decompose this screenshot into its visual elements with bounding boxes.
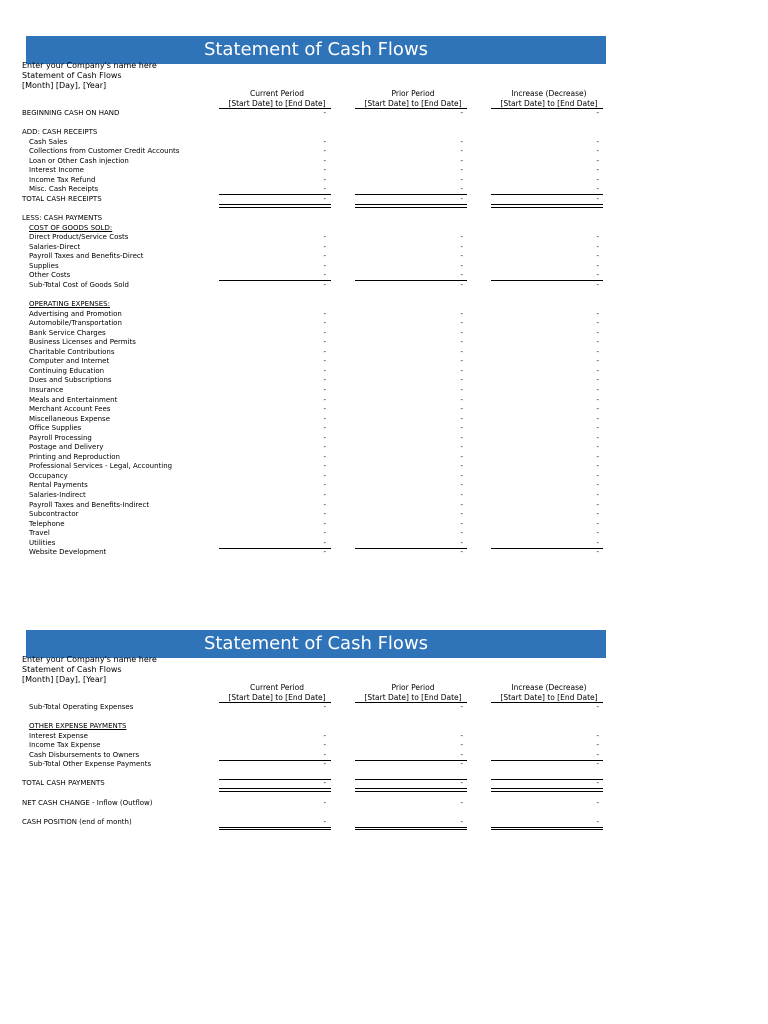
- cell-value: -: [596, 185, 599, 194]
- cell-value: -: [596, 405, 599, 414]
- cell-value: -: [596, 779, 599, 788]
- spacer-row: [0, 290, 768, 300]
- cell-value: -: [460, 338, 463, 347]
- cell-value: -: [460, 109, 463, 117]
- cell-value: -: [323, 548, 326, 557]
- cell-value: -: [460, 491, 463, 499]
- row-label: Office Supplies: [29, 424, 82, 433]
- cell-value: -: [596, 357, 599, 366]
- row-label: Salaries-Indirect: [29, 491, 86, 499]
- table-row: [0, 281, 768, 291]
- spacer-row: [0, 713, 768, 723]
- cell-value: -: [460, 750, 463, 759]
- row-label: Income Tax Expense: [29, 741, 101, 750]
- cell-value: -: [596, 395, 599, 404]
- row-label: Payroll Taxes and Benefits-Indirect: [29, 500, 150, 509]
- column-range: [Start Date] to [End Date]: [364, 98, 462, 108]
- cell-value: -: [323, 481, 326, 490]
- cell-value: -: [460, 252, 463, 261]
- title-banner: [26, 36, 606, 64]
- total-rule: [219, 827, 331, 828]
- cell-value: -: [596, 491, 599, 499]
- cell-value: -: [596, 147, 599, 156]
- cell-value: -: [460, 328, 463, 337]
- column-range: [Start Date] to [End Date]: [500, 692, 598, 702]
- row-label: Sub-Total Cost of Goods Sold: [29, 280, 129, 289]
- cell-value: -: [596, 452, 599, 461]
- row-label: TOTAL CASH RECEIPTS: [22, 194, 102, 203]
- table-row: [0, 396, 768, 406]
- cell-value: -: [323, 433, 326, 442]
- cell-value: -: [323, 519, 326, 528]
- cell-value: -: [323, 471, 326, 480]
- cell-value: -: [323, 175, 326, 184]
- cell-value: -: [323, 452, 326, 461]
- row-label: Continuing Education: [29, 366, 105, 375]
- cell-value: -: [460, 798, 463, 807]
- title-banner: [26, 630, 606, 658]
- cell-value: -: [323, 319, 326, 328]
- cell-value: -: [596, 433, 599, 442]
- cell-value: -: [323, 529, 326, 538]
- cell-value: -: [460, 731, 463, 740]
- cell-value: -: [323, 194, 326, 203]
- row-label: Payroll Processing: [29, 433, 92, 442]
- subtotal-rule: [219, 280, 331, 281]
- table-row: [0, 109, 768, 119]
- cell-value: -: [323, 538, 326, 547]
- subtotal-rule: [219, 194, 331, 195]
- table-row: [0, 138, 768, 148]
- cell-value: -: [460, 233, 463, 242]
- table-row: [0, 453, 768, 463]
- row-label: Meals and Entertainment: [29, 395, 118, 404]
- statement-subtitle: Statement of Cash Flows: [22, 71, 122, 80]
- cell-value: -: [323, 156, 326, 165]
- table-row: [0, 520, 768, 530]
- cell-value: -: [596, 798, 599, 807]
- table-row: [0, 195, 768, 205]
- cell-value: -: [460, 166, 463, 175]
- row-label: OTHER EXPENSE PAYMENTS: [29, 722, 127, 731]
- cell-value: -: [596, 338, 599, 347]
- cell-value: -: [323, 750, 326, 759]
- cell-value: -: [596, 328, 599, 337]
- table-row: [0, 262, 768, 272]
- row-label: LESS: CASH PAYMENTS: [22, 214, 103, 223]
- row-label: Collections from Customer Credit Accounts: [29, 147, 180, 156]
- table-row: [0, 367, 768, 377]
- cell-value: -: [596, 385, 599, 394]
- cell-value: -: [460, 481, 463, 490]
- cell-value: -: [323, 703, 326, 711]
- cell-value: -: [323, 779, 326, 788]
- cell-value: -: [323, 510, 326, 519]
- row-label: Insurance: [29, 385, 64, 394]
- table-row: [0, 491, 768, 501]
- cell-value: -: [460, 433, 463, 442]
- cell-value: -: [323, 741, 326, 750]
- cell-value: -: [596, 817, 599, 826]
- cell-value: -: [596, 252, 599, 261]
- cell-value: -: [596, 366, 599, 375]
- cell-value: -: [596, 529, 599, 538]
- cell-value: -: [596, 376, 599, 385]
- row-label: Other Costs: [29, 271, 71, 280]
- cell-value: -: [460, 156, 463, 165]
- cell-value: -: [460, 414, 463, 423]
- table-row: [0, 310, 768, 320]
- cell-value: -: [323, 242, 326, 251]
- table-row: [0, 128, 768, 138]
- row-label: TOTAL CASH PAYMENTS: [22, 779, 105, 788]
- table-row: [0, 405, 768, 415]
- cell-value: -: [323, 271, 326, 280]
- cell-value: -: [596, 471, 599, 480]
- row-label: Website Development: [29, 548, 107, 557]
- cell-value: -: [323, 424, 326, 433]
- cell-value: -: [596, 741, 599, 750]
- cell-value: -: [460, 779, 463, 788]
- cell-value: -: [596, 414, 599, 423]
- cell-value: -: [323, 328, 326, 337]
- column-name: Prior Period: [391, 89, 435, 98]
- table-row: [0, 243, 768, 253]
- row-label: Occupancy: [29, 471, 68, 480]
- column-range: [Start Date] to [End Date]: [500, 98, 598, 108]
- spacer-row: [0, 119, 768, 129]
- cell-value: -: [323, 109, 326, 117]
- table-row: [0, 434, 768, 444]
- row-label: Direct Product/Service Costs: [29, 233, 129, 242]
- table-row: [0, 415, 768, 425]
- row-label: Income Tax Refund: [29, 175, 96, 184]
- row-label: Subcontractor: [29, 510, 79, 519]
- row-label: Loan or Other Cash injection: [29, 156, 129, 165]
- table-row: [0, 529, 768, 539]
- cell-value: -: [323, 414, 326, 423]
- cell-value: -: [460, 137, 463, 146]
- row-label: Salaries-Direct: [29, 242, 81, 251]
- table-row: [0, 386, 768, 396]
- table-row: [0, 481, 768, 491]
- cell-value: -: [596, 309, 599, 318]
- row-label: Utilities: [29, 538, 56, 547]
- row-label: Sub-Total Operating Expenses: [29, 703, 134, 711]
- document-title: Statement of Cash Flows: [203, 633, 429, 654]
- row-label: Travel: [29, 529, 50, 538]
- table-row: [0, 472, 768, 482]
- table-row: [0, 233, 768, 243]
- column-name: Increase (Decrease): [511, 89, 587, 98]
- row-label: Telephone: [29, 519, 65, 528]
- column-header-current: [221, 683, 333, 702]
- table-row: [0, 214, 768, 224]
- cell-value: -: [460, 309, 463, 318]
- cell-value: -: [596, 109, 599, 117]
- cell-value: -: [460, 500, 463, 509]
- cell-value: -: [460, 741, 463, 750]
- row-label: Bank Service Charges: [29, 328, 106, 337]
- cell-value: -: [323, 280, 326, 289]
- cell-value: -: [323, 309, 326, 318]
- table-row: [0, 548, 768, 558]
- column-name: Prior Period: [391, 683, 435, 692]
- cell-value: -: [323, 137, 326, 146]
- column-header-prior: [357, 683, 469, 702]
- column-header-change: [493, 89, 605, 108]
- cell-value: -: [323, 357, 326, 366]
- spacer-row: [0, 789, 768, 799]
- row-label: NET CASH CHANGE - Inflow (Outflow): [22, 798, 153, 807]
- table-row: [0, 703, 768, 713]
- row-label: Merchant Account Fees: [29, 405, 111, 414]
- row-label: Business Licenses and Permits: [29, 338, 136, 347]
- cell-value: -: [323, 491, 326, 499]
- column-name: Current Period: [250, 683, 304, 692]
- table-row: [0, 176, 768, 186]
- cell-value: -: [460, 703, 463, 711]
- row-label: Professional Services - Legal, Accounting: [29, 462, 173, 471]
- column-header-prior: [357, 89, 469, 108]
- cell-value: -: [596, 156, 599, 165]
- cell-value: -: [460, 271, 463, 280]
- cell-value: -: [323, 252, 326, 261]
- spacer-row: [0, 205, 768, 215]
- total-rule: [491, 827, 603, 828]
- cell-value: -: [596, 194, 599, 203]
- company-name: Enter your Company's name here: [22, 61, 157, 70]
- company-name: Enter your Company's name here: [22, 655, 157, 664]
- cell-value: -: [596, 233, 599, 242]
- column-header-current: [221, 89, 333, 108]
- cell-value: -: [460, 185, 463, 194]
- cell-value: -: [460, 194, 463, 203]
- row-label: Sub-Total Other Expense Payments: [29, 760, 152, 769]
- cell-value: -: [460, 510, 463, 519]
- table-row: [0, 376, 768, 386]
- cell-value: -: [596, 731, 599, 740]
- table-row: [0, 329, 768, 339]
- cell-value: -: [596, 462, 599, 471]
- cell-value: -: [323, 347, 326, 356]
- cell-value: -: [596, 500, 599, 509]
- table-row: [0, 760, 768, 770]
- subtotal-rule: [491, 280, 603, 281]
- table-row: [0, 252, 768, 262]
- cell-value: -: [323, 731, 326, 740]
- cell-value: -: [460, 366, 463, 375]
- row-label: ADD: CASH RECEIPTS: [22, 128, 98, 137]
- cell-value: -: [596, 481, 599, 490]
- row-label: CASH POSITION (end of month): [22, 817, 132, 826]
- total-rule: [491, 829, 603, 830]
- table-row: [0, 799, 768, 809]
- row-label: Computer and Internet: [29, 357, 110, 366]
- cell-value: -: [460, 443, 463, 452]
- table-row: [0, 300, 768, 310]
- cell-value: -: [596, 548, 599, 557]
- cell-value: -: [596, 261, 599, 270]
- table-row: [0, 510, 768, 520]
- row-label: BEGINNING CASH ON HAND: [22, 109, 120, 117]
- subtotal-rule: [355, 280, 467, 281]
- cell-value: -: [323, 462, 326, 471]
- cell-value: -: [596, 175, 599, 184]
- cell-value: -: [323, 500, 326, 509]
- cell-value: -: [460, 452, 463, 461]
- cell-value: -: [460, 424, 463, 433]
- total-rule: [355, 829, 467, 830]
- cell-value: -: [323, 233, 326, 242]
- column-name: Current Period: [250, 89, 304, 98]
- row-label: Cash Sales: [29, 137, 68, 146]
- cell-value: -: [596, 271, 599, 280]
- table-row: [0, 501, 768, 511]
- table-row: [0, 462, 768, 472]
- table-row: [0, 166, 768, 176]
- row-label: Cash Disbursements to Owners: [29, 750, 140, 759]
- cell-value: -: [596, 242, 599, 251]
- cell-value: -: [323, 166, 326, 175]
- table-row: [0, 732, 768, 742]
- row-label: Dues and Subscriptions: [29, 376, 112, 385]
- cell-value: -: [323, 760, 326, 769]
- table-row: [0, 722, 768, 732]
- row-label: Supplies: [29, 261, 59, 270]
- cell-value: -: [460, 357, 463, 366]
- cell-value: -: [460, 519, 463, 528]
- row-label: Interest Expense: [29, 731, 88, 740]
- row-label: OPERATING EXPENSES:: [29, 300, 110, 308]
- cell-value: -: [323, 798, 326, 807]
- row-label: Charitable Contributions: [29, 347, 115, 356]
- cell-value: -: [596, 347, 599, 356]
- row-label: COST OF GOODS SOLD:: [29, 223, 113, 232]
- cell-value: -: [596, 166, 599, 175]
- cell-value: -: [596, 137, 599, 146]
- cell-value: -: [596, 319, 599, 328]
- cell-value: -: [596, 760, 599, 769]
- cell-value: -: [460, 376, 463, 385]
- cell-value: -: [460, 242, 463, 251]
- cell-value: -: [596, 703, 599, 711]
- statement-date: [Month] [Day], [Year]: [22, 80, 107, 90]
- column-range: [Start Date] to [End Date]: [228, 692, 326, 702]
- cell-value: -: [460, 385, 463, 394]
- subtotal-rule: [355, 194, 467, 195]
- cell-value: -: [460, 548, 463, 557]
- cell-value: -: [460, 817, 463, 826]
- subtotal-rule: [491, 194, 603, 195]
- cell-value: -: [323, 261, 326, 270]
- row-label: Rental Payments: [29, 481, 88, 490]
- document-title: Statement of Cash Flows: [203, 39, 429, 60]
- cell-value: -: [460, 175, 463, 184]
- cell-value: -: [323, 817, 326, 826]
- table-row: [0, 147, 768, 157]
- table-row: [0, 741, 768, 751]
- table-row: [0, 348, 768, 358]
- table-row: [0, 443, 768, 453]
- table-row: [0, 338, 768, 348]
- cell-value: -: [323, 376, 326, 385]
- cell-value: -: [323, 147, 326, 156]
- table-row: [0, 424, 768, 434]
- cell-value: -: [460, 405, 463, 414]
- statement-date: [Month] [Day], [Year]: [22, 674, 107, 684]
- row-label: Interest Income: [29, 166, 84, 175]
- table-row: [0, 157, 768, 167]
- cell-value: -: [460, 462, 463, 471]
- cell-value: -: [323, 185, 326, 194]
- cell-value: -: [596, 424, 599, 433]
- cell-value: -: [460, 538, 463, 547]
- cell-value: -: [323, 395, 326, 404]
- column-name: Increase (Decrease): [511, 683, 587, 692]
- spacer-row: [0, 808, 768, 818]
- cell-value: -: [460, 147, 463, 156]
- row-label: Payroll Taxes and Benefits-Direct: [29, 252, 144, 261]
- cell-value: -: [460, 529, 463, 538]
- table-row: [0, 319, 768, 329]
- column-range: [Start Date] to [End Date]: [364, 692, 462, 702]
- cell-value: -: [460, 261, 463, 270]
- cell-value: -: [323, 443, 326, 452]
- column-header-change: [493, 683, 605, 702]
- cell-value: -: [323, 385, 326, 394]
- cell-value: -: [596, 519, 599, 528]
- total-rule: [219, 829, 331, 830]
- cell-value: -: [596, 443, 599, 452]
- row-label: Miscellaneous Expense: [29, 414, 111, 423]
- row-label: Advertising and Promotion: [29, 309, 122, 318]
- cell-value: -: [323, 338, 326, 347]
- cell-value: -: [460, 760, 463, 769]
- row-label: Automobile/Transportation: [29, 319, 122, 328]
- cell-value: -: [460, 395, 463, 404]
- row-label: Postage and Delivery: [29, 443, 104, 452]
- row-label: Printing and Reproduction: [29, 452, 120, 461]
- cell-value: -: [460, 471, 463, 480]
- column-range: [Start Date] to [End Date]: [228, 98, 326, 108]
- cell-value: -: [596, 280, 599, 289]
- cell-value: -: [460, 347, 463, 356]
- cell-value: -: [596, 750, 599, 759]
- total-rule: [355, 827, 467, 828]
- cell-value: -: [460, 319, 463, 328]
- cell-value: -: [460, 280, 463, 289]
- cell-value: -: [596, 510, 599, 519]
- table-row: [0, 224, 768, 234]
- cell-value: -: [596, 538, 599, 547]
- row-label: Misc. Cash Receipts: [29, 185, 99, 194]
- statement-subtitle: Statement of Cash Flows: [22, 665, 122, 674]
- cell-value: -: [323, 366, 326, 375]
- cell-value: -: [323, 405, 326, 414]
- table-row: [0, 357, 768, 367]
